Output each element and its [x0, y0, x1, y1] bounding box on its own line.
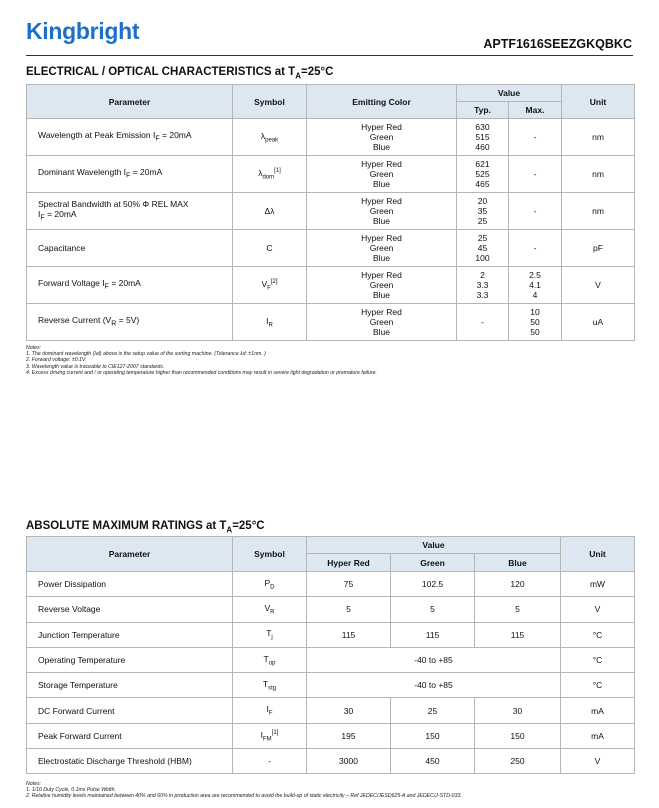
symbol-main: T: [263, 653, 269, 664]
parameter-cell: Electrostatic Discharge Threshold (HBM): [27, 749, 233, 774]
symbol-cell: [233, 572, 307, 597]
emitting-color-cell: [307, 304, 457, 341]
color-name: Blue: [372, 253, 390, 263]
symbol-subscript: R: [268, 322, 273, 329]
color-name: Hyper Red: [361, 159, 402, 169]
note-item: 3. Wavelength value is traceable to CIE127-2007 standards.: [26, 363, 165, 370]
symbol-subscript: op: [268, 660, 276, 667]
value-blue: 150: [475, 723, 561, 748]
parameter-text: Dominant Wavelength I: [38, 167, 127, 178]
color-name: Hyper Red: [361, 122, 402, 132]
typ-value: 3.3: [476, 290, 489, 300]
max-value: 2.5: [529, 270, 541, 280]
symbol-cell: [233, 267, 307, 304]
parameter-text: Wavelength at Peak Emission I: [38, 130, 156, 141]
symbol-main: T: [262, 678, 269, 689]
unit-cell: mA: [561, 698, 635, 723]
parameter-cell: [27, 156, 233, 193]
value-hyper-red: 3000: [307, 749, 391, 774]
typ-value: 45: [477, 243, 488, 253]
parameter-cell: [27, 304, 233, 341]
symbol-note-ref: [1]: [271, 729, 279, 736]
value-blue: 250: [475, 749, 561, 774]
brand-logo: Kingbright: [26, 18, 140, 44]
parameter-cell: [27, 230, 233, 267]
color-name: Blue: [372, 179, 390, 189]
typ-value: 35: [477, 206, 488, 216]
color-name: Hyper Red: [361, 196, 402, 206]
parameter-text: Reverse Current (V: [38, 315, 112, 326]
col-typ: Typ.: [457, 102, 509, 119]
color-name: Blue: [372, 290, 390, 300]
typ-cell: [457, 156, 509, 193]
col-blue: Blue: [475, 554, 561, 572]
notes-heading: Notes:: [26, 781, 41, 787]
typ-value: 465: [475, 179, 490, 189]
absolute-table: [26, 536, 635, 774]
table-row: [27, 267, 635, 304]
color-name: Green: [369, 243, 394, 253]
value-green: 115: [391, 622, 475, 647]
parameter-cell: Reverse Voltage: [27, 597, 233, 622]
symbol-cell: [233, 304, 307, 341]
unit-cell: nm: [562, 119, 635, 156]
symbol-subscript: dom: [262, 174, 275, 181]
typ-value: 515: [475, 132, 490, 142]
note-item: 1. 1/10 Duty Cycle, 0.1ms Pulse Width.: [26, 787, 116, 794]
symbol-note-ref: [1]: [274, 167, 281, 174]
symbol-subscript: D: [270, 584, 275, 591]
absolute-section-title: ABSOLUTE MAXIMUM RATINGS at $T_A=25^\circ C$: [26, 520, 265, 535]
parameter-cell: Junction Temperature: [27, 622, 233, 647]
col-symbol: Symbol: [233, 85, 307, 119]
col-emitting-color: Emitting Color: [307, 85, 457, 119]
typ-value: 3.3: [476, 280, 489, 290]
header-divider: [26, 55, 633, 56]
unit-cell: °C: [561, 647, 635, 672]
symbol-subscript: peak: [265, 137, 279, 144]
unit-cell: V: [561, 597, 635, 622]
max-cell: [509, 304, 562, 341]
symbol-cell: [233, 647, 307, 672]
electrical-table: [26, 84, 635, 341]
table-row: [27, 723, 635, 748]
col-value: Value: [307, 537, 561, 554]
color-name: Blue: [372, 216, 390, 226]
parameter-text: = 20mA: [130, 167, 163, 178]
parameter-subscript: R: [111, 319, 117, 328]
col-unit: Unit: [562, 85, 635, 119]
value-green: 450: [391, 749, 475, 774]
col-max: Max.: [509, 102, 562, 119]
typ-value: 2: [480, 270, 485, 280]
symbol-cell: [233, 597, 307, 622]
typ-value: 25: [477, 216, 488, 226]
typ-value: 100: [475, 253, 490, 263]
typ-cell: [457, 304, 509, 341]
color-name: Hyper Red: [361, 270, 402, 280]
table-row: [27, 304, 635, 341]
typ-value: 525: [475, 169, 490, 179]
typ-value: 630: [475, 122, 490, 132]
max-value: 4: [532, 290, 538, 300]
symbol-main: I: [266, 315, 269, 326]
symbol-cell: [233, 673, 307, 698]
col-parameter: Parameter: [27, 85, 233, 119]
table-row: [27, 193, 635, 230]
emitting-color-cell: [307, 267, 457, 304]
emitting-color-cell: [307, 193, 457, 230]
emitting-color-cell: [307, 156, 457, 193]
notes-heading: Notes:: [26, 345, 41, 351]
typ-cell: [457, 267, 509, 304]
note-item: 4. Excess driving current and / or operating temperature higher than recommended conditions may result in severe light degradation or premature failure.: [26, 369, 377, 376]
color-name: Green: [369, 280, 394, 290]
unit-cell: °C: [561, 673, 635, 698]
table-row: [27, 622, 635, 647]
unit-cell: mW: [561, 572, 635, 597]
parameter-text: = 5V): [116, 315, 140, 326]
symbol-main: P: [264, 577, 271, 588]
color-name: Green: [369, 132, 394, 142]
table-row: [27, 230, 635, 267]
unit-cell: °C: [561, 622, 635, 647]
symbol-cell: [233, 119, 307, 156]
parameter-cell: Storage Temperature: [27, 673, 233, 698]
value-green: 25: [391, 698, 475, 723]
typ-cell: [457, 119, 509, 156]
table-row: [27, 156, 635, 193]
parameter-cell: [27, 267, 233, 304]
unit-cell: mA: [561, 723, 635, 748]
value-hyper-red: 115: [307, 622, 391, 647]
value-blue: 5: [475, 597, 561, 622]
parameter-subscript: F: [40, 213, 45, 222]
symbol-subscript: FM: [263, 736, 272, 743]
value-blue: 120: [475, 572, 561, 597]
unit-cell: nm: [562, 156, 635, 193]
symbol-cell: [233, 749, 307, 774]
emitting-color-cell: [307, 230, 457, 267]
table-row: [27, 119, 635, 156]
symbol-main: I: [260, 729, 264, 740]
value-hyper-red: 30: [307, 698, 391, 723]
typ-value: 20: [477, 196, 488, 206]
symbol-main: T: [266, 628, 272, 639]
symbol-subscript: F: [267, 285, 271, 292]
color-name: Green: [369, 317, 394, 327]
max-cell: [509, 193, 562, 230]
parameter-text: Capacitance: [38, 243, 86, 253]
parameter-cell: [27, 193, 233, 230]
parameter-cell: [27, 119, 233, 156]
value-cell-all: -40 to +85: [307, 647, 561, 672]
color-name: Green: [369, 169, 394, 179]
col-symbol: Symbol: [233, 537, 307, 572]
parameter-subscript: F: [104, 282, 109, 291]
electrical-notes: [26, 345, 377, 376]
absolute-notes: [26, 781, 462, 800]
symbol-cell: [233, 622, 307, 647]
value-blue: 30: [475, 698, 561, 723]
symbol-main: Δλ: [264, 206, 275, 216]
typ-value: 621: [475, 159, 490, 169]
max-value: 10: [530, 307, 540, 317]
symbol-main: V: [261, 278, 268, 289]
emitting-color-cell: [307, 119, 457, 156]
note-item: 1. The dominant wavelength (λd) above is the setup value of the sorting machine. (Tolerance λd: ±1nm. ): [26, 351, 266, 358]
color-name: Green: [369, 206, 394, 216]
max-cell: [509, 267, 562, 304]
typ-cell: [457, 230, 509, 267]
value-hyper-red: 5: [307, 597, 391, 622]
max-cell: [509, 230, 562, 267]
color-name: Blue: [372, 327, 390, 337]
symbol-cell: [233, 698, 307, 723]
table-row: [27, 749, 635, 774]
typ-value: 25: [477, 233, 488, 243]
typ-cell: [457, 193, 509, 230]
color-name: Hyper Red: [361, 307, 402, 317]
parameter-subscript: F: [126, 171, 131, 180]
max-value: -: [533, 169, 537, 179]
symbol-cell: [233, 156, 307, 193]
max-value: -: [533, 206, 537, 216]
max-value: -: [533, 243, 537, 253]
symbol-subscript: F: [268, 710, 273, 717]
symbol-subscript: R: [270, 609, 275, 616]
symbol-cell: [233, 230, 307, 267]
parameter-cell: DC Forward Current: [27, 698, 233, 723]
value-green: 150: [391, 723, 475, 748]
parameter-text: I: [38, 209, 41, 220]
typ-value: 460: [475, 142, 490, 152]
symbol-main: I: [266, 704, 269, 715]
symbol-subscript: stg: [268, 685, 277, 692]
max-value: 50: [530, 317, 540, 327]
max-cell: [509, 119, 562, 156]
parameter-text: = 20mA: [108, 278, 141, 289]
note-item: 2. Forward voltage: ±0.1V.: [26, 357, 87, 364]
symbol-main: λ: [260, 130, 266, 141]
symbol-main: V: [264, 603, 271, 614]
table-row: [27, 673, 635, 698]
note-item: 2. Relative humidity levels maintained between 40% and 60% in production area are recommended to avoid the build-up of static electricity – Ref JEDEC/JESD625-A and JEDEC/J-STD-033.: [26, 793, 462, 800]
col-hyper-red: Hyper Red: [307, 554, 391, 572]
color-name: Blue: [372, 142, 390, 152]
symbol-note-ref: [2]: [270, 278, 278, 285]
typ-value: -: [481, 317, 484, 327]
value-cell-all: -40 to +85: [307, 673, 561, 698]
unit-cell: V: [561, 749, 635, 774]
parameter-text: Forward Voltage I: [38, 278, 105, 289]
parameter-text: = 20mA: [44, 209, 77, 220]
col-unit: Unit: [561, 537, 635, 572]
max-value: 4.1: [529, 280, 541, 290]
table-row: [27, 647, 635, 672]
unit-cell: V: [562, 267, 635, 304]
unit-cell: uA: [562, 304, 635, 341]
symbol-cell: [233, 723, 307, 748]
table-row: [27, 698, 635, 723]
col-green: Green: [391, 554, 475, 572]
symbol-main: -: [268, 756, 271, 767]
col-value: Value: [457, 85, 562, 102]
value-hyper-red: 195: [307, 723, 391, 748]
max-value: 50: [530, 327, 540, 337]
symbol-main: λ: [258, 167, 263, 178]
value-hyper-red: 75: [307, 572, 391, 597]
table-row: [27, 572, 635, 597]
value-green: 5: [391, 597, 475, 622]
parameter-cell: Peak Forward Current: [27, 723, 233, 748]
max-cell: [509, 156, 562, 193]
parameter-text: Spectral Bandwidth at 50% Φ REL MAX: [38, 199, 189, 210]
col-parameter: Parameter: [27, 537, 233, 572]
unit-cell: nm: [562, 193, 635, 230]
value-blue: 115: [475, 622, 561, 647]
parameter-subscript: F: [155, 134, 160, 143]
symbol-main: C: [266, 243, 273, 253]
symbol-subscript: j: [271, 635, 273, 642]
max-value: -: [533, 132, 537, 142]
symbol-cell: [233, 193, 307, 230]
electrical-section-title: ELECTRICAL / OPTICAL CHARACTERISTICS at $T_A=25^\circ C$: [26, 66, 334, 81]
table-row: [27, 597, 635, 622]
parameter-text: = 20mA: [159, 130, 192, 141]
color-name: Hyper Red: [361, 233, 402, 243]
parameter-cell: Power Dissipation: [27, 572, 233, 597]
part-number: APTF1616SEEZGKQBKC: [483, 37, 632, 51]
value-green: 102.5: [391, 572, 475, 597]
unit-cell: pF: [562, 230, 635, 267]
parameter-cell: Operating Temperature: [27, 647, 233, 672]
